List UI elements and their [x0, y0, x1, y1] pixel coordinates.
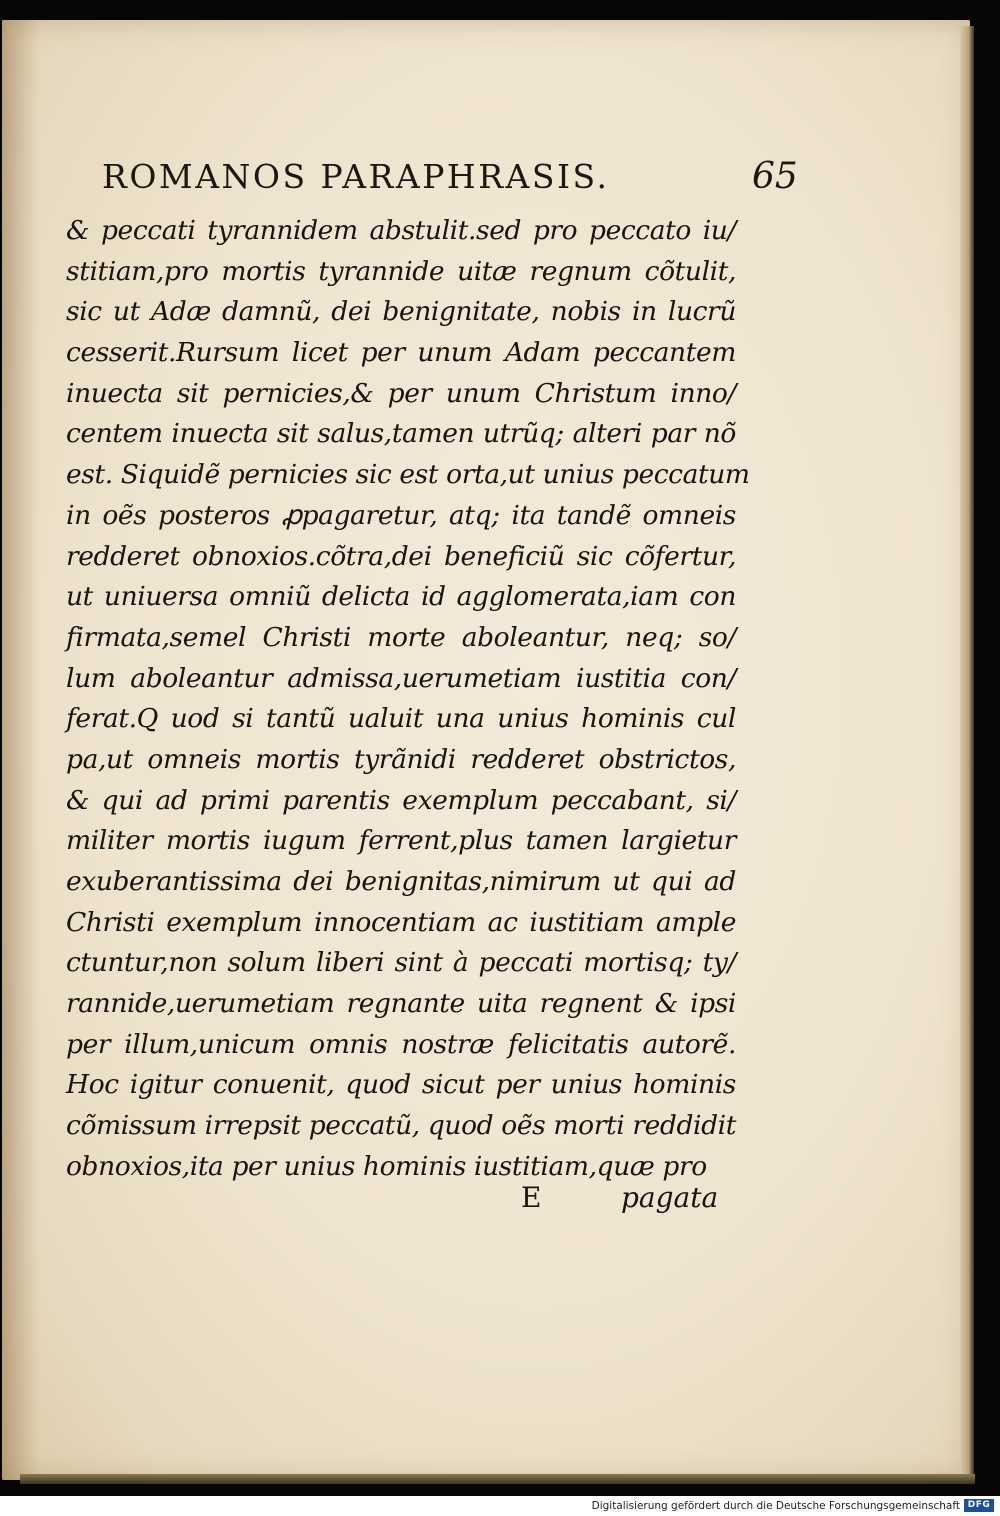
text-line: firmata,semel Christi morte aboleantur, neq; so/ [66, 621, 736, 653]
text-line: ctuntur,non solum liberi sint à peccati mortisq; ty/ [66, 947, 736, 979]
text-line: exuberantissima dei benignitas,nimirum ut qui ad [66, 866, 736, 897]
text-line: sic ut Adæ damnũ, dei benignitate, nobis in lucrũ [66, 296, 736, 328]
text-line: pa,ut omneis mortis tyrãnidi redderet obstrictos, [66, 743, 736, 775]
text-line: centem inuecta sit salus,tamen utrũq; alteri par nõ [66, 418, 736, 450]
text-line: cesserit.Rursum licet per unum Adam peccantem [66, 337, 736, 369]
catchword: pagata [621, 1181, 719, 1214]
signature-mark: E [521, 1181, 542, 1214]
text-line: militer mortis iugum ferrent,plus tamen largietur [66, 825, 736, 857]
text-line: per illum,unicum omnis nostræ felicitatis autorẽ. [66, 1028, 736, 1060]
text-line: inuecta sit pernicies,& per unum Christum inno/ [66, 377, 736, 409]
page-edge [960, 26, 974, 1476]
text-line: lum aboleantur admissa,uerumetiam iustitia con/ [66, 662, 736, 694]
running-title: ROMANOS PARAPHRASIS. [102, 157, 610, 196]
text-line: cõmissum irrepsit peccatũ, quod oẽs morti reddidit [66, 1110, 736, 1142]
text-line: rannide,uerumetiam regnante uita regnent & ipsi [66, 988, 736, 1020]
text-line: in oẽs posteros ꝓpagaretur, atq; ita tandẽ omneis [66, 499, 736, 531]
text-line: est. Siquidẽ pernicies sic est orta,ut unius peccatum [66, 459, 750, 491]
text-line: redderet obnoxios.cõtra,dei beneficiũ sic cõfertur, [66, 540, 736, 572]
page-header [102, 152, 822, 202]
text-line: ferat.Q uod si tantũ ualuit una unius hominis cul [66, 703, 736, 735]
body-text [66, 211, 750, 1188]
dfg-logo: DFG [964, 1499, 994, 1512]
text-line: obnoxios,ita per unius hominis iustitiam,quæ pro [66, 1150, 707, 1182]
footer-bar [0, 1496, 1000, 1516]
text-line: Hoc igitur conuenit, quod sicut per unius hominis [66, 1069, 736, 1101]
funding-credit: Digitalisierung gefördert durch die Deutsche Forschungsgemeinschaft [591, 1500, 960, 1512]
text-line: & peccati tyrannidem abstulit.sed pro peccato iu/ [66, 215, 736, 246]
text-line: Christi exemplum innocentiam ac iustitiam ample [66, 906, 736, 938]
catchline [66, 1178, 736, 1222]
folio-number: 65 [752, 156, 798, 197]
text-line: stitiam,pro mortis tyrannide uitæ regnum cõtulit, [66, 255, 736, 287]
text-line: ut uniuersa omniũ delicta id agglomerata,iam con [66, 581, 736, 613]
book-bottom-edge [20, 1474, 975, 1484]
text-line: & qui ad primi parentis exemplum peccabant, si/ [66, 784, 736, 816]
